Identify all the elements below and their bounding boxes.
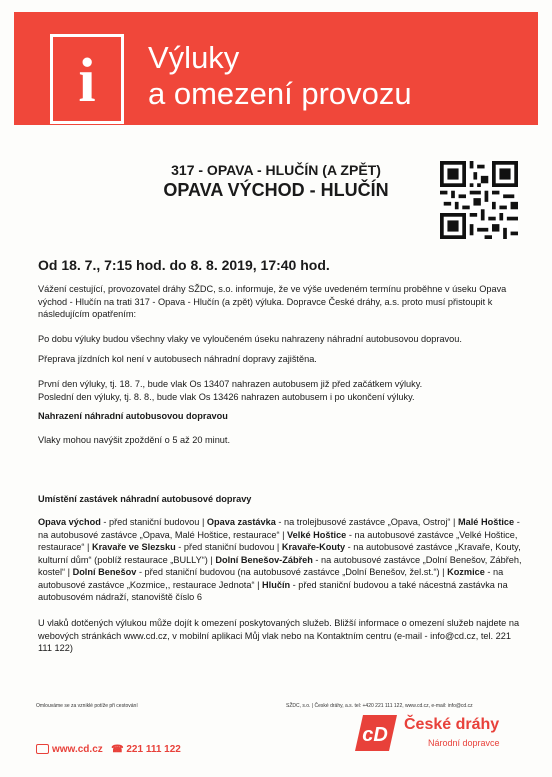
stop-desc: - před staniční budovou | xyxy=(100,517,207,527)
stop-desc: - na autobusové zastávce „Opava, Malé Hoštice, restaurace“ | xyxy=(38,517,520,540)
stop-desc: - na autobusové zastávce „Dolní Benešov, Zábřeh, kostel“ | xyxy=(38,554,522,577)
first-day-line: První den výluky, tj. 18. 7., bude vlak Os 13407 nahrazen autobusem již před začátkem výluky. xyxy=(38,379,423,389)
stop-name: Velké Hoštice xyxy=(287,529,347,540)
header-banner xyxy=(14,12,538,125)
info-icon xyxy=(50,34,124,124)
intro-paragraph: Vážení cestující, provozovatel dráhy SŽDC, s.o. informuje, že ve výše uvedeném termínu proběhne v úseku Opava východ - Hlučín na trati 317 - Opava - Hlučín (a zpět) výluka. Dopravce České dráhy, a.s. proto musí přistoupit k následujícím opatřením: xyxy=(38,284,507,319)
stop-name: Malé Hoštice xyxy=(457,517,515,527)
last-day-line: Poslední den výluky, tj. 8. 8., bude vlak Os 13426 nahrazen autobusem i po ukončení výluky. xyxy=(38,391,415,402)
phone-icon: ☎ xyxy=(111,744,124,755)
stop-name: Opava východ xyxy=(38,517,101,527)
contact-note: SŽDC, s.o. | České dráhy, a.s. tel: +420 221 111 122, www.cd.cz, e-mail: info@cd.cz xyxy=(286,703,473,709)
apology-note: Omlouváme se za vzniklé potíže při cestování xyxy=(36,703,138,709)
stop-desc: - na trolejbusové zastávce „Opava, Ostroj“ | xyxy=(275,517,458,527)
banner-title xyxy=(148,40,412,112)
delay-paragraph: Vlaky mohou navýšit zpoždění o 5 až 20 minut. xyxy=(38,435,231,445)
stop-desc: - před staniční budovou | xyxy=(175,542,282,552)
phone-number[interactable]: 221 111 122 xyxy=(126,744,181,755)
brand-subtitle: Národní dopravce xyxy=(428,738,500,748)
stops-list xyxy=(38,516,522,604)
info-icon-letter: i xyxy=(78,47,96,115)
stop-name: Hlučín xyxy=(262,579,291,590)
brand-name: České dráhy xyxy=(404,716,500,733)
stop-name: Kravaře-Kouty xyxy=(281,542,346,552)
banner-title-line2: a omezení provozu xyxy=(148,76,412,111)
first-last-day-paragraph xyxy=(38,378,522,403)
train-icon xyxy=(36,744,49,754)
services-paragraph: U vlaků dotčených výlukou může dojít k omezení poskytovaných služeb. Bližší informace o omezení služeb najdete na webových stránkách www.cd.cz, v mobilní aplikaci Můj vlak nebo na Kontaktním centru (e-mail - info@cd.cz, tel. 221 111 122) xyxy=(38,618,520,653)
stop-item xyxy=(38,517,207,527)
stop-desc: - před staniční budovou a také nácestná zastávka na autobusovém nádraží, stanoviště číslo 6 xyxy=(38,579,508,602)
qr-code-icon[interactable] xyxy=(440,158,518,242)
website-link[interactable]: www.cd.cz xyxy=(52,744,103,755)
cd-logo-icon xyxy=(353,713,399,753)
route-name: OPAVA VÝCHOD - HLUČÍN xyxy=(163,180,389,200)
stop-name: Dolní Benešov xyxy=(72,567,137,577)
stop-desc: - před staniční budovou (na autobusové zastávce „Dolní Benešov, žel.st.“) | xyxy=(136,567,448,577)
stop-item xyxy=(92,542,282,552)
stop-name: Opava zastávka xyxy=(206,517,276,527)
stops-heading: Umístění zastávek náhradní autobusové dopravy xyxy=(38,494,252,504)
banner-title-line1: Výluky xyxy=(148,40,240,75)
stop-name: Kravaře ve Slezsku xyxy=(91,542,176,552)
stop-item xyxy=(207,517,458,527)
stop-desc: - na autobusové zastávce „Kravaře, Kouty, kulturní dům“ (poblíž restaurace „BULLY“) | xyxy=(38,542,521,565)
footer-contacts xyxy=(36,744,181,755)
replacement-paragraph: Po dobu výluky budou všechny vlaky ve vyloučeném úseku nahrazeny náhradní autobusovou dopravou. xyxy=(38,334,462,344)
stop-desc: - na autobusové zastávce „Velké Hoštice, restaurace“ | xyxy=(38,529,518,552)
closure-dates: Od 18. 7., 7:15 hod. do 8. 8. 2019, 17:40 hod. xyxy=(38,257,330,273)
bicycles-paragraph: Přeprava jízdních kol není v autobusech náhradní dopravy zajištěna. xyxy=(38,354,317,364)
svg-text:cD: cD xyxy=(362,724,388,746)
stop-item xyxy=(73,567,448,577)
stop-name: Kozmice xyxy=(447,567,485,577)
replacement-heading: Nahrazení náhradní autobusovou dopravou xyxy=(38,411,228,421)
stop-desc: - na autobusové zastávce „Kozmice,, restaurace Jednota“ | xyxy=(38,567,504,590)
stop-name: Dolní Benešov-Zábřeh xyxy=(215,554,313,565)
route-number: 317 - OPAVA - HLUČÍN (A ZPĚT) xyxy=(171,162,381,178)
